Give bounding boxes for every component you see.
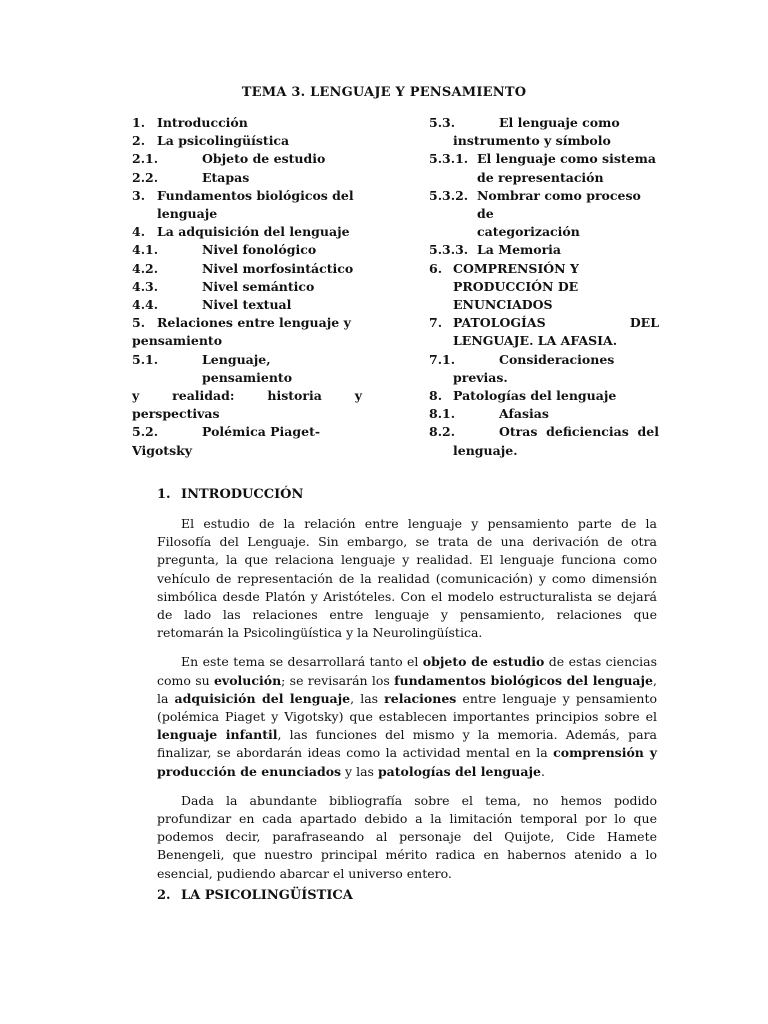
toc-number: 4.3. bbox=[132, 278, 159, 294]
text-run: y las bbox=[341, 763, 378, 779]
toc-number: 8.2. bbox=[429, 424, 456, 440]
toc-continuation: lenguaje. bbox=[453, 442, 518, 458]
toc-item bbox=[429, 260, 659, 278]
toc-label: Nivel morfosintáctico bbox=[202, 260, 354, 276]
toc-continuation: previas. bbox=[453, 369, 508, 385]
toc-item bbox=[132, 187, 362, 205]
toc-item bbox=[132, 260, 362, 278]
toc-number: 5.3. bbox=[429, 115, 456, 130]
toc-continuation: de representación bbox=[477, 169, 604, 185]
toc-label: Relaciones entre lenguaje y bbox=[157, 315, 351, 331]
toc-number: 3. bbox=[132, 187, 146, 203]
toc-number: 5. bbox=[132, 315, 146, 331]
toc-continuation: ENUNCIADOS bbox=[453, 297, 553, 313]
text-run: En este tema se desarrollará tanto el bbox=[181, 654, 423, 670]
toc-number: 4.1. bbox=[132, 242, 159, 258]
text-run: , las bbox=[350, 690, 385, 706]
toc-label: Nivel textual bbox=[202, 297, 292, 313]
text-run: , la bbox=[157, 672, 657, 706]
toc-number: 5.2. bbox=[132, 424, 159, 440]
toc-number: 5.1. bbox=[132, 351, 159, 367]
bold-run: fundamentos biológicos del lenguaje bbox=[394, 672, 654, 688]
bold-run: lenguaje infantil bbox=[157, 727, 278, 743]
toc-number: 4.4. bbox=[132, 297, 159, 313]
toc-number: 8.1. bbox=[429, 406, 456, 422]
toc-number: 2. bbox=[132, 133, 146, 149]
toc-item bbox=[429, 314, 659, 332]
toc-number: 2.1. bbox=[132, 151, 159, 167]
toc-label: COMPRENSIÓN Y bbox=[453, 260, 579, 276]
text-run: . bbox=[540, 763, 545, 779]
toc-label: Fundamentos biológicos del bbox=[157, 187, 354, 203]
section-body bbox=[157, 515, 657, 883]
toc-number: 6. bbox=[429, 260, 443, 276]
toc-label: La psicolingüística bbox=[157, 133, 290, 149]
document-title: TEMA 3. LENGUAJE Y PENSAMIENTO bbox=[241, 85, 527, 100]
text-run: ; se revisarán los bbox=[281, 672, 395, 688]
toc-label: Lenguaje, pensamiento bbox=[202, 351, 293, 385]
paragraph: El estudio de la relación entre lenguaje y pensamiento parte de la Filosofía del Lenguaje. Sin embargo, se trata de una derivación de otra pregunta, la que relaciona lenguaje y realidad. El lenguaje funciona como vehículo de representación de la realidad (comunicación) y como dimensión simbólica desde Platón y Aristóteles. Con el modelo estructuralista se dejará de lado las relaciones entre lenguaje y pensamiento, relaciones que retomarán la Psicolingüística y la Neurolingüística. bbox=[157, 516, 657, 641]
toc-continuation: lenguaje bbox=[157, 206, 218, 222]
toc-label: Introducción bbox=[157, 115, 248, 130]
toc-left-column bbox=[132, 114, 362, 460]
toc-item bbox=[132, 314, 362, 332]
toc-item bbox=[429, 114, 659, 132]
toc-item bbox=[132, 296, 362, 314]
toc-label: Objeto de estudio bbox=[202, 151, 326, 167]
toc-label: La adquisición del lenguaje bbox=[157, 224, 350, 240]
toc-item bbox=[429, 423, 659, 441]
section-heading bbox=[157, 888, 353, 903]
bold-run: patologías del lenguaje bbox=[377, 763, 541, 779]
toc-label: PATOLOGÍAS DEL bbox=[453, 315, 659, 331]
toc-label: Consideraciones bbox=[499, 351, 615, 367]
bold-run: comprensión y producción de enunciados bbox=[157, 745, 657, 779]
toc-number: 5.3.1. bbox=[429, 151, 469, 167]
toc-label: El lenguaje como sistema bbox=[477, 151, 656, 167]
toc-right-column bbox=[429, 114, 659, 460]
text-run: entre lenguaje y pensamiento (polémica Piaget y Vigotsky) que establecen importantes principios sobre el bbox=[157, 690, 657, 725]
section-title: LA PSICOLINGÜÍSTICA bbox=[181, 888, 353, 903]
toc-item bbox=[132, 169, 362, 187]
toc-item bbox=[429, 387, 659, 405]
toc-item bbox=[429, 241, 659, 259]
toc-label: Otras deficiencias del bbox=[499, 424, 659, 440]
toc-item bbox=[429, 187, 659, 223]
toc-number: 7.1. bbox=[429, 351, 456, 367]
toc-continuation: instrumento y símbolo bbox=[453, 133, 611, 149]
toc-number: 5.3.3. bbox=[429, 242, 469, 258]
toc-item bbox=[132, 278, 362, 296]
bold-run: relaciones bbox=[384, 690, 457, 706]
toc-number: 7. bbox=[429, 315, 443, 331]
section-number: 2. bbox=[157, 888, 171, 903]
paragraph bbox=[157, 653, 657, 780]
paragraph: Dada la abundante bibliografía sobre el tema, no hemos podido profundizar en cada apartado debido a la limitación temporal por lo que podemos decir, parafraseando al personaje del Quijote, Cide Hamete Benengeli, que nuestro principal mérito radica en habernos atenido a lo esencial, pudiendo abarcar el universo entero. bbox=[157, 792, 657, 881]
toc-number: 1. bbox=[132, 115, 146, 130]
toc-item bbox=[132, 223, 362, 241]
toc-continuation: PRODUCCIÓN DE bbox=[453, 278, 579, 294]
toc-label: Patologías del lenguaje bbox=[453, 388, 617, 404]
toc-continuation: Vigotsky bbox=[132, 442, 193, 458]
toc-item bbox=[132, 423, 362, 441]
section-number: 1. bbox=[157, 487, 171, 502]
toc-number: 4.2. bbox=[132, 260, 159, 276]
toc-number: 5.3.2. bbox=[429, 187, 469, 203]
toc-label: Nombrar como proceso de bbox=[477, 187, 641, 222]
section-heading bbox=[157, 487, 303, 502]
toc-item bbox=[132, 114, 362, 132]
toc-item bbox=[132, 132, 362, 150]
toc-continuation: LENGUAJE. LA AFASIA. bbox=[453, 333, 618, 349]
toc-label: Afasias bbox=[499, 406, 549, 422]
bold-run: objeto de estudio bbox=[422, 654, 545, 670]
text-run: , las funciones del mismo y la memoria. Además, para finalizar, se abordarán ideas como la actividad mental en la bbox=[157, 727, 658, 761]
toc-label: El lenguaje como bbox=[499, 115, 620, 130]
section-title: INTRODUCCIÓN bbox=[181, 487, 304, 502]
bold-run: adquisición del lenguaje bbox=[174, 690, 351, 706]
toc-item bbox=[429, 351, 659, 369]
toc-continuation: categorización bbox=[477, 224, 580, 240]
toc-item bbox=[132, 351, 362, 387]
toc-number: 8. bbox=[429, 388, 443, 404]
toc-label: Polémica Piaget- bbox=[202, 424, 321, 440]
toc-number: 2.2. bbox=[132, 169, 159, 185]
toc-item bbox=[132, 241, 362, 259]
toc-number: 4. bbox=[132, 224, 146, 240]
toc-label: La Memoria bbox=[477, 242, 562, 258]
toc-continuation: y realidad: historia y bbox=[132, 388, 362, 404]
toc-label: Nivel fonológico bbox=[202, 242, 317, 258]
toc-label: Nivel semántico bbox=[202, 278, 315, 294]
toc-item bbox=[132, 150, 362, 168]
toc-item bbox=[429, 150, 659, 168]
toc-label: Etapas bbox=[202, 169, 250, 185]
toc-item bbox=[429, 405, 659, 423]
toc-continuation: perspectivas bbox=[132, 406, 220, 422]
bold-run: evolución bbox=[213, 672, 282, 688]
text-run: de estas ciencias como su bbox=[157, 654, 657, 688]
toc-continuation: pensamiento bbox=[132, 333, 223, 349]
